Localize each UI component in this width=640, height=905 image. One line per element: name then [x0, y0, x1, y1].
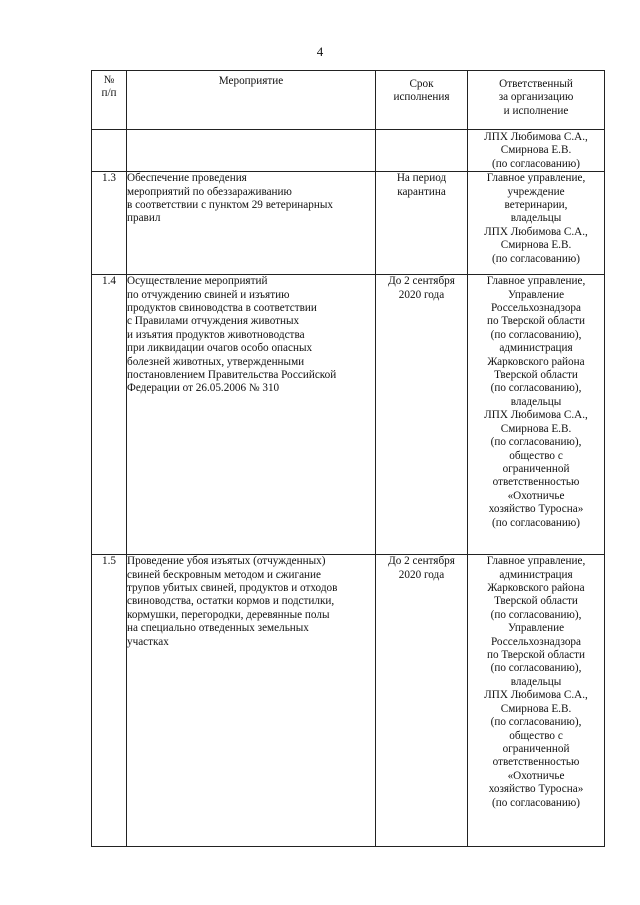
responsible-line: хозяйство Туросна» [488, 503, 584, 516]
cell-event [127, 172, 376, 275]
responsible-line: Смирнова Е.В. [500, 702, 572, 715]
cell-num: 1.5 [92, 555, 127, 847]
responsible-line: (по согласованию), [490, 328, 582, 341]
term-line: На период [396, 172, 447, 185]
responsible-line: Россельхознадзора [490, 302, 581, 315]
page-number: 4 [316, 44, 324, 59]
event-line: участках [127, 635, 169, 648]
responsible-line: (по согласованию), [490, 716, 582, 729]
responsible-line: (по согласованию) [492, 516, 580, 529]
responsible-line: владельцы [510, 212, 562, 225]
event-line: свиноводства, остатки кормов и подстилки, [127, 595, 335, 608]
event-line: Федерации от 26.05.2006 № 310 [127, 382, 280, 395]
cell-responsible [468, 172, 605, 275]
cell-event [127, 130, 376, 172]
cell-num: 1.4 [92, 275, 127, 555]
term-line: До 2 сентября [388, 275, 455, 288]
table-row [92, 275, 605, 555]
responsible-line: ответственностью [492, 756, 580, 769]
event-line: правил [127, 212, 161, 225]
responsible-line: ограниченной [502, 742, 570, 755]
event-line: свиней бескровным методом и сжигание [127, 568, 321, 581]
event-line: при ликвидации очагов особо опасных [127, 342, 313, 355]
event-line: трупов убитых свиней, продуктов и отходов [127, 582, 338, 595]
header-num [92, 71, 127, 130]
cell-term [376, 130, 468, 172]
responsible-line: ЛПХ Любимова С.А., [484, 689, 588, 702]
cell-term [376, 555, 468, 847]
header-num-line: п/п [101, 87, 117, 100]
table-row [92, 172, 605, 275]
event-line: продуктов свиноводства в соответствии [127, 302, 317, 315]
cell-term [376, 172, 468, 275]
term-line: 2020 года [398, 288, 445, 301]
event-line: болезней животных, утвержденными [127, 355, 305, 368]
responsible-line: ответственностью [492, 476, 580, 489]
table-row-continuation [92, 130, 605, 172]
responsible-line: Управление [507, 622, 565, 635]
responsible-line: Главное управление, [486, 275, 586, 288]
responsible-line: «Охотничье [507, 489, 565, 502]
responsible-line: «Охотничье [507, 769, 565, 782]
term-line: карантина [397, 185, 446, 198]
responsible-line: Главное управление, [486, 555, 586, 568]
header-event [127, 71, 376, 130]
responsible-line: (по согласованию), [490, 608, 582, 621]
cell-responsible [468, 275, 605, 555]
event-line: мероприятий по обеззараживанию [127, 185, 292, 198]
cell-num: 1.3 [92, 172, 127, 275]
event-line: Осуществление мероприятий [127, 275, 268, 288]
header-term-line: Срок [409, 78, 434, 90]
responsible-line: (по согласованию), [490, 436, 582, 449]
responsible-line: Жарковского района [487, 355, 585, 368]
responsible-line: Главное управление, [486, 172, 586, 185]
responsible-line: администрация [499, 342, 573, 355]
responsible-line: (по согласованию) [492, 157, 580, 170]
responsible-line: ветеринарии, [504, 199, 568, 212]
responsible-line: (по согласованию) [492, 252, 580, 265]
header-event-label: Мероприятие [218, 75, 284, 87]
header-term-line: исполнения [393, 91, 450, 104]
event-line: по отчуждению свиней и изъятию [127, 288, 290, 301]
event-line: Обеспечение проведения [127, 172, 247, 185]
responsible-line: ЛПХ Любимова С.А., [484, 225, 588, 238]
responsible-line: Тверской области [494, 369, 578, 382]
event-line: и изъятия продуктов животноводства [127, 328, 305, 341]
responsible-line: администрация [499, 568, 573, 581]
responsible-line: ограниченной [502, 462, 570, 475]
event-line: Проведение убоя изъятых (отчужденных) [127, 555, 326, 568]
responsible-line: Жарковского района [487, 582, 585, 595]
event-line: в соответствии с пунктом 29 ветеринарных [127, 199, 333, 212]
event-line: кормушки, перегородки, деревянные полы [127, 608, 330, 621]
responsible-line: Тверской области [494, 595, 578, 608]
responsible-line: хозяйство Туросна» [488, 783, 584, 796]
table-header-row [92, 71, 605, 130]
header-responsible [468, 71, 605, 130]
responsible-line: Россельхознадзора [490, 635, 581, 648]
cell-responsible [468, 555, 605, 847]
responsible-line: Смирнова Е.В. [500, 239, 572, 252]
responsible-line: владельцы [510, 675, 562, 688]
cell-responsible [468, 130, 605, 172]
responsible-line: общество с [509, 729, 563, 742]
responsible-line: Смирнова Е.В. [500, 144, 572, 157]
responsible-line: владельцы [510, 395, 562, 408]
term-line: До 2 сентября [388, 555, 455, 568]
event-line: с Правилами отчуждения животных [127, 315, 300, 328]
responsible-line: Смирнова Е.В. [500, 422, 572, 435]
header-responsible-line: и исполнение [503, 104, 569, 117]
responsible-line: (по согласованию), [490, 662, 582, 675]
responsible-line: общество с [509, 449, 563, 462]
cell-event [127, 555, 376, 847]
cell-num [92, 130, 127, 172]
responsible-line: ЛПХ Любимова С.А., [484, 131, 588, 143]
term-line: 2020 года [398, 568, 445, 581]
cell-term [376, 275, 468, 555]
responsible-line: по Тверской области [486, 649, 586, 662]
cell-event [127, 275, 376, 555]
event-line: постановлением Правительства Российской [127, 369, 337, 382]
responsible-line: ЛПХ Любимова С.А., [484, 409, 588, 422]
responsible-line: (по согласованию) [492, 796, 580, 809]
events-table [91, 70, 605, 847]
header-responsible-line: Ответственный [499, 78, 573, 90]
responsible-line: Управление [507, 288, 565, 301]
header-responsible-line: за организацию [498, 91, 574, 104]
event-line: на специально отведенных земельных [127, 622, 309, 635]
header-num-line: № [103, 74, 115, 86]
table-row [92, 555, 605, 847]
responsible-line: по Тверской области [486, 315, 586, 328]
responsible-line: учреждение [507, 185, 565, 198]
responsible-line: (по согласованию), [490, 382, 582, 395]
header-term [376, 71, 468, 130]
